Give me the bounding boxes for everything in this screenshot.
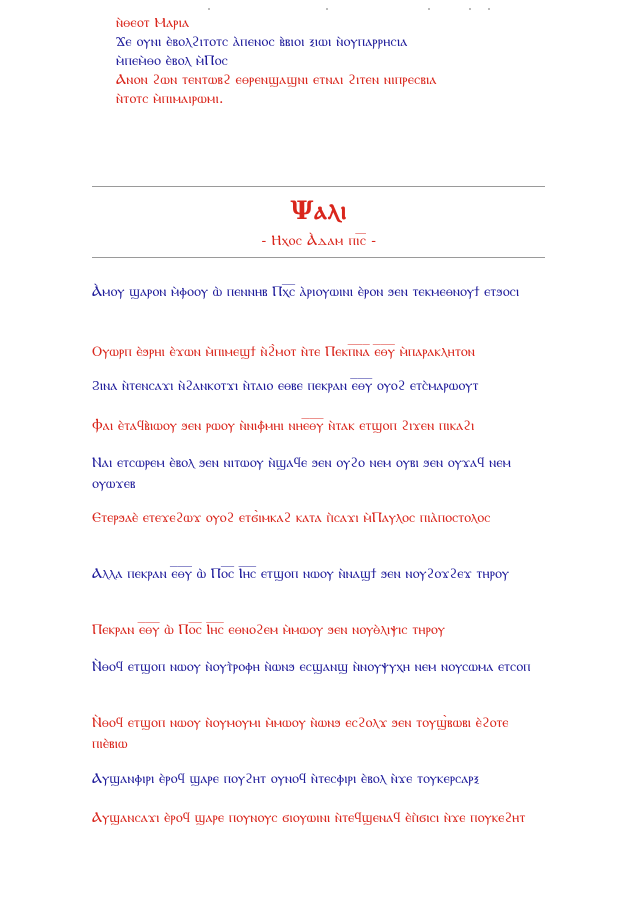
section-divider-bottom (92, 257, 545, 258)
verse-6: Ⲉⲧⲉⲣϧⲁⲉ̀ ⲉⲧⲉϫⲉϩⲱϫ ⲟⲩⲟϩ ⲉⲧϭ̀ⲓⲙⲕⲁϩ ⲕⲁⲧⲁ ⲡ̀ⲥⲁϫⲓ ⲙ̀Ⲡⲁⲩⲗⲟⲥ ⲡⲓⲁ̀ⲡⲟⲥⲧⲟⲗⲟⲥ (92, 510, 491, 526)
top-line-4: Ⲁⲛⲟⲛ ϩⲱⲛ ⲧⲉⲛⲧⲱⲃϩ ⲉⲑⲣⲉⲛϣⲁϣⲛⲓ ⲉⲧⲛⲁⲓ ϩⲓⲧⲉⲛ ⲛⲓⲡⲣⲉⲥⲃⲓⲁ (116, 72, 437, 88)
decorative-dot (208, 8, 210, 10)
section-title: Ψⲁⲗⲓ (290, 196, 348, 225)
section-divider-top (92, 186, 545, 187)
verse-8: Ⲡⲉⲕⲣⲁⲛ ⲉ̅ⲑ̅ⲩ̅ ⲱ̀ Ⲡⲟ̅ⲥ̅ Ⲓ̅ⲏ̅ⲥ̅ ⲉⲑⲛⲟϩⲉⲙ ⲙ̀ⲙⲱⲟⲩ ϧⲉⲛ ⲛⲟⲩⲑ̀ⲗⲓⲯⲓⲥ ⲧⲏⲣⲟⲩ (92, 622, 446, 638)
top-dot-row (116, 8, 536, 12)
verse-3: Ϩⲓⲛⲁ ⲛ̀ⲧⲉⲛⲥⲁϫⲓ ⲛ̀ϩⲁⲛⲕⲟⲧϫⲓ ⲛ̀ⲧⲁⲓⲟ ⲉⲑⲃⲉ ⲡⲉⲕⲣⲁⲛ ⲉ̅ⲑ̅ⲩ̅ ⲟⲩⲟϩ ⲉⲧⲥ̀ⲙⲁⲣⲱⲟⲩⲧ (92, 378, 479, 394)
section-subtitle: - Ⲏⲭⲟⲥ Ⲁ̀ⲇⲁⲙ ⲡⲓ̅ⲥ̅ - (261, 233, 377, 249)
decorative-dot (326, 8, 328, 10)
previous-hymn-ending (116, 14, 536, 109)
verse-12: Ⲁⲩϣⲁⲛⲥⲁϫⲓ ⲉ̀ⲣⲟϥ ϣⲁⲣⲉ ⲡⲟⲩⲛⲟⲩⲥ ϭⲓⲟⲩⲱⲓⲛⲓ ⲛ̀ⲧⲉϥϣⲉⲛⲁϥ ⲉ̀ⲡ̀ϭⲓⲥⲓ ⲛ̀ϫⲉ ⲡⲟⲩⲕⲉϩⲏⲧ (92, 810, 526, 826)
verse-10: Ⲛ̀ⲑⲟϥ ⲉⲧϣⲟⲡ ⲛⲱⲟⲩ ⲛ̀ⲟⲩⲙⲟⲩⲙⲓ ⲙ̀ⲙⲱⲟⲩ ⲛ̀ⲱⲛϧ ⲉⲥϩⲟⲗϫ ϧⲉⲛ ⲧⲟⲩϣ̀ⲃⲱⲃⲓ ⲉ̀ϩⲟⲧⲉ ⲡⲓⲉ̀ⲃⲓⲱ (92, 715, 509, 752)
verse-4: Ⲫⲁⲓ ⲉ̀ⲧⲁϥⲃ̀ⲓⲱⲟⲩ ϧⲉⲛ ⲣⲱⲟⲩ ⲛ̀ⲛⲓⲫ̀ⲙⲏⲓ ⲛⲏⲉ̅ⲑ̅ⲩ̅ ⲛ̀ⲧⲁⲕ ⲉⲧϣⲟⲡ ϩⲓϫⲉⲛ ⲡⲓⲕⲁϩⲓ (92, 418, 475, 434)
top-line-5: ⲛ̀ⲧⲟⲧⲥ ⲙ̀ⲡⲓⲙⲁⲓⲣⲱⲙⲓ. (116, 91, 224, 107)
verse-1: Ⲁ̀ⲙⲟⲩ ϣⲁⲣⲟⲛ ⲙ̀ⲫⲟⲟⲩ ⲱ̀ ⲡⲉⲛⲛⲏⲃ Ⲡⲭ̅ⲥ̅ ⲁ̀ⲣⲓⲟⲩⲱⲓⲛⲓ ⲉ̀ⲣⲟⲛ ϧⲉⲛ ⲧⲉⲕⲙⲉⲑⲛⲟⲩϯ ⲉⲧϧⲟⲥⲓ (92, 284, 520, 300)
verse-11: Ⲁⲩϣⲁⲛⲫⲓⲣⲓ ⲉ̀ⲣⲟϥ ϣⲁⲣⲉ ⲡⲟⲩϩⲏⲧ ⲟⲩⲛⲟϥ ⲛ̀ⲧⲉⲥⲫⲓⲣⲓ ⲉ̀ⲃⲟⲗ ⲛ̀ϫⲉ ⲧⲟⲩⲕⲉⲣⲥⲁⲣⲝ (92, 771, 480, 787)
decorative-dot (469, 8, 471, 10)
decorative-dot (488, 8, 490, 10)
top-line-1: ⲛ̀ⲑⲉⲟⲧ Ⲙⲁⲣⲓⲁ (116, 15, 190, 31)
decorative-dot (428, 8, 430, 10)
verse-5: Ⲛⲁⲓ ⲉⲧⲥⲱⲣⲉⲙ ⲉ̀ⲃⲟⲗ ϧⲉⲛ ⲛⲓⲧⲱⲟⲩ ⲛ̀ϣⲁϥⲉ ϧⲉⲛ ⲟⲩϩⲟ ⲛⲉⲙ ⲟⲩⲃⲓ ϧⲉⲛ ⲟⲩϫⲁϥ ⲛⲉⲙ ⲟⲩⲱϫⲉⲃ (92, 455, 512, 492)
verse-9: Ⲛ̀ⲑⲟϥ ⲉⲧϣⲟⲡ ⲛⲱⲟⲩ ⲛ̀ⲟⲩⲧ̀ⲣⲟⲫⲏ ⲛ̀ⲱⲛϧ ⲉⲥϣⲁⲛϣ ⲛ̀ⲛⲟⲩⲯⲩⲭⲏ ⲛⲉⲙ ⲛⲟⲩⲥⲱⲙⲁ ⲉⲧⲥⲟⲡ (92, 659, 531, 675)
verse-2: Ⲟⲩⲱⲣⲡ ⲉ̀ϧⲣⲏⲓ ⲉ̀ϫⲱⲛ ⲙ̀ⲡⲓⲙⲉϣϯ ⲛ̀ϩ̀ⲙⲟⲧ ⲛ̀ⲧⲉ Ⲡⲉⲕⲡ̅ⲛ̅ⲁ̅ ⲉ̅ⲑ̅ⲩ̅ ⲙ̀ⲡⲁⲣⲁⲕⲗⲏⲧⲟⲛ (92, 344, 475, 360)
top-line-2: Ϫⲉ ⲟⲩⲛⲓ ⲉ̀ⲃⲟⲗϩⲓⲧⲟⲧⲥ ⲁ̀ⲡⲉⲛⲟⲥ ⲃ̀ⲃⲓⲟⲓ ⲝⲓⲱⲓ ⲛ̀ⲟⲩⲡⲁⲣⲣⲏⲥⲓⲁ (116, 34, 408, 50)
top-line-3: ⲙ̀ⲡⲉⲙ̀ⲑⲟ ⲉ̀ⲃⲟⲗ ⲙ̀Ⲡⲟⲥ (116, 53, 229, 69)
verse-7: Ⲁⲗⲗⲁ ⲡⲉⲕⲣⲁⲛ ⲉ̅ⲑ̅ⲩ̅ ⲱ̀ Ⲡⲟ̅ⲥ̅ Ⲓ̅ⲏ̅ⲥ̅ ⲉⲧϣⲟⲡ ⲛⲱⲟⲩ ⲛ̀ⲛⲁϣϯ ϧⲉⲛ ⲛⲟⲩϩⲟϫϩⲉϫ ⲧⲏⲣⲟⲩ (92, 566, 510, 582)
